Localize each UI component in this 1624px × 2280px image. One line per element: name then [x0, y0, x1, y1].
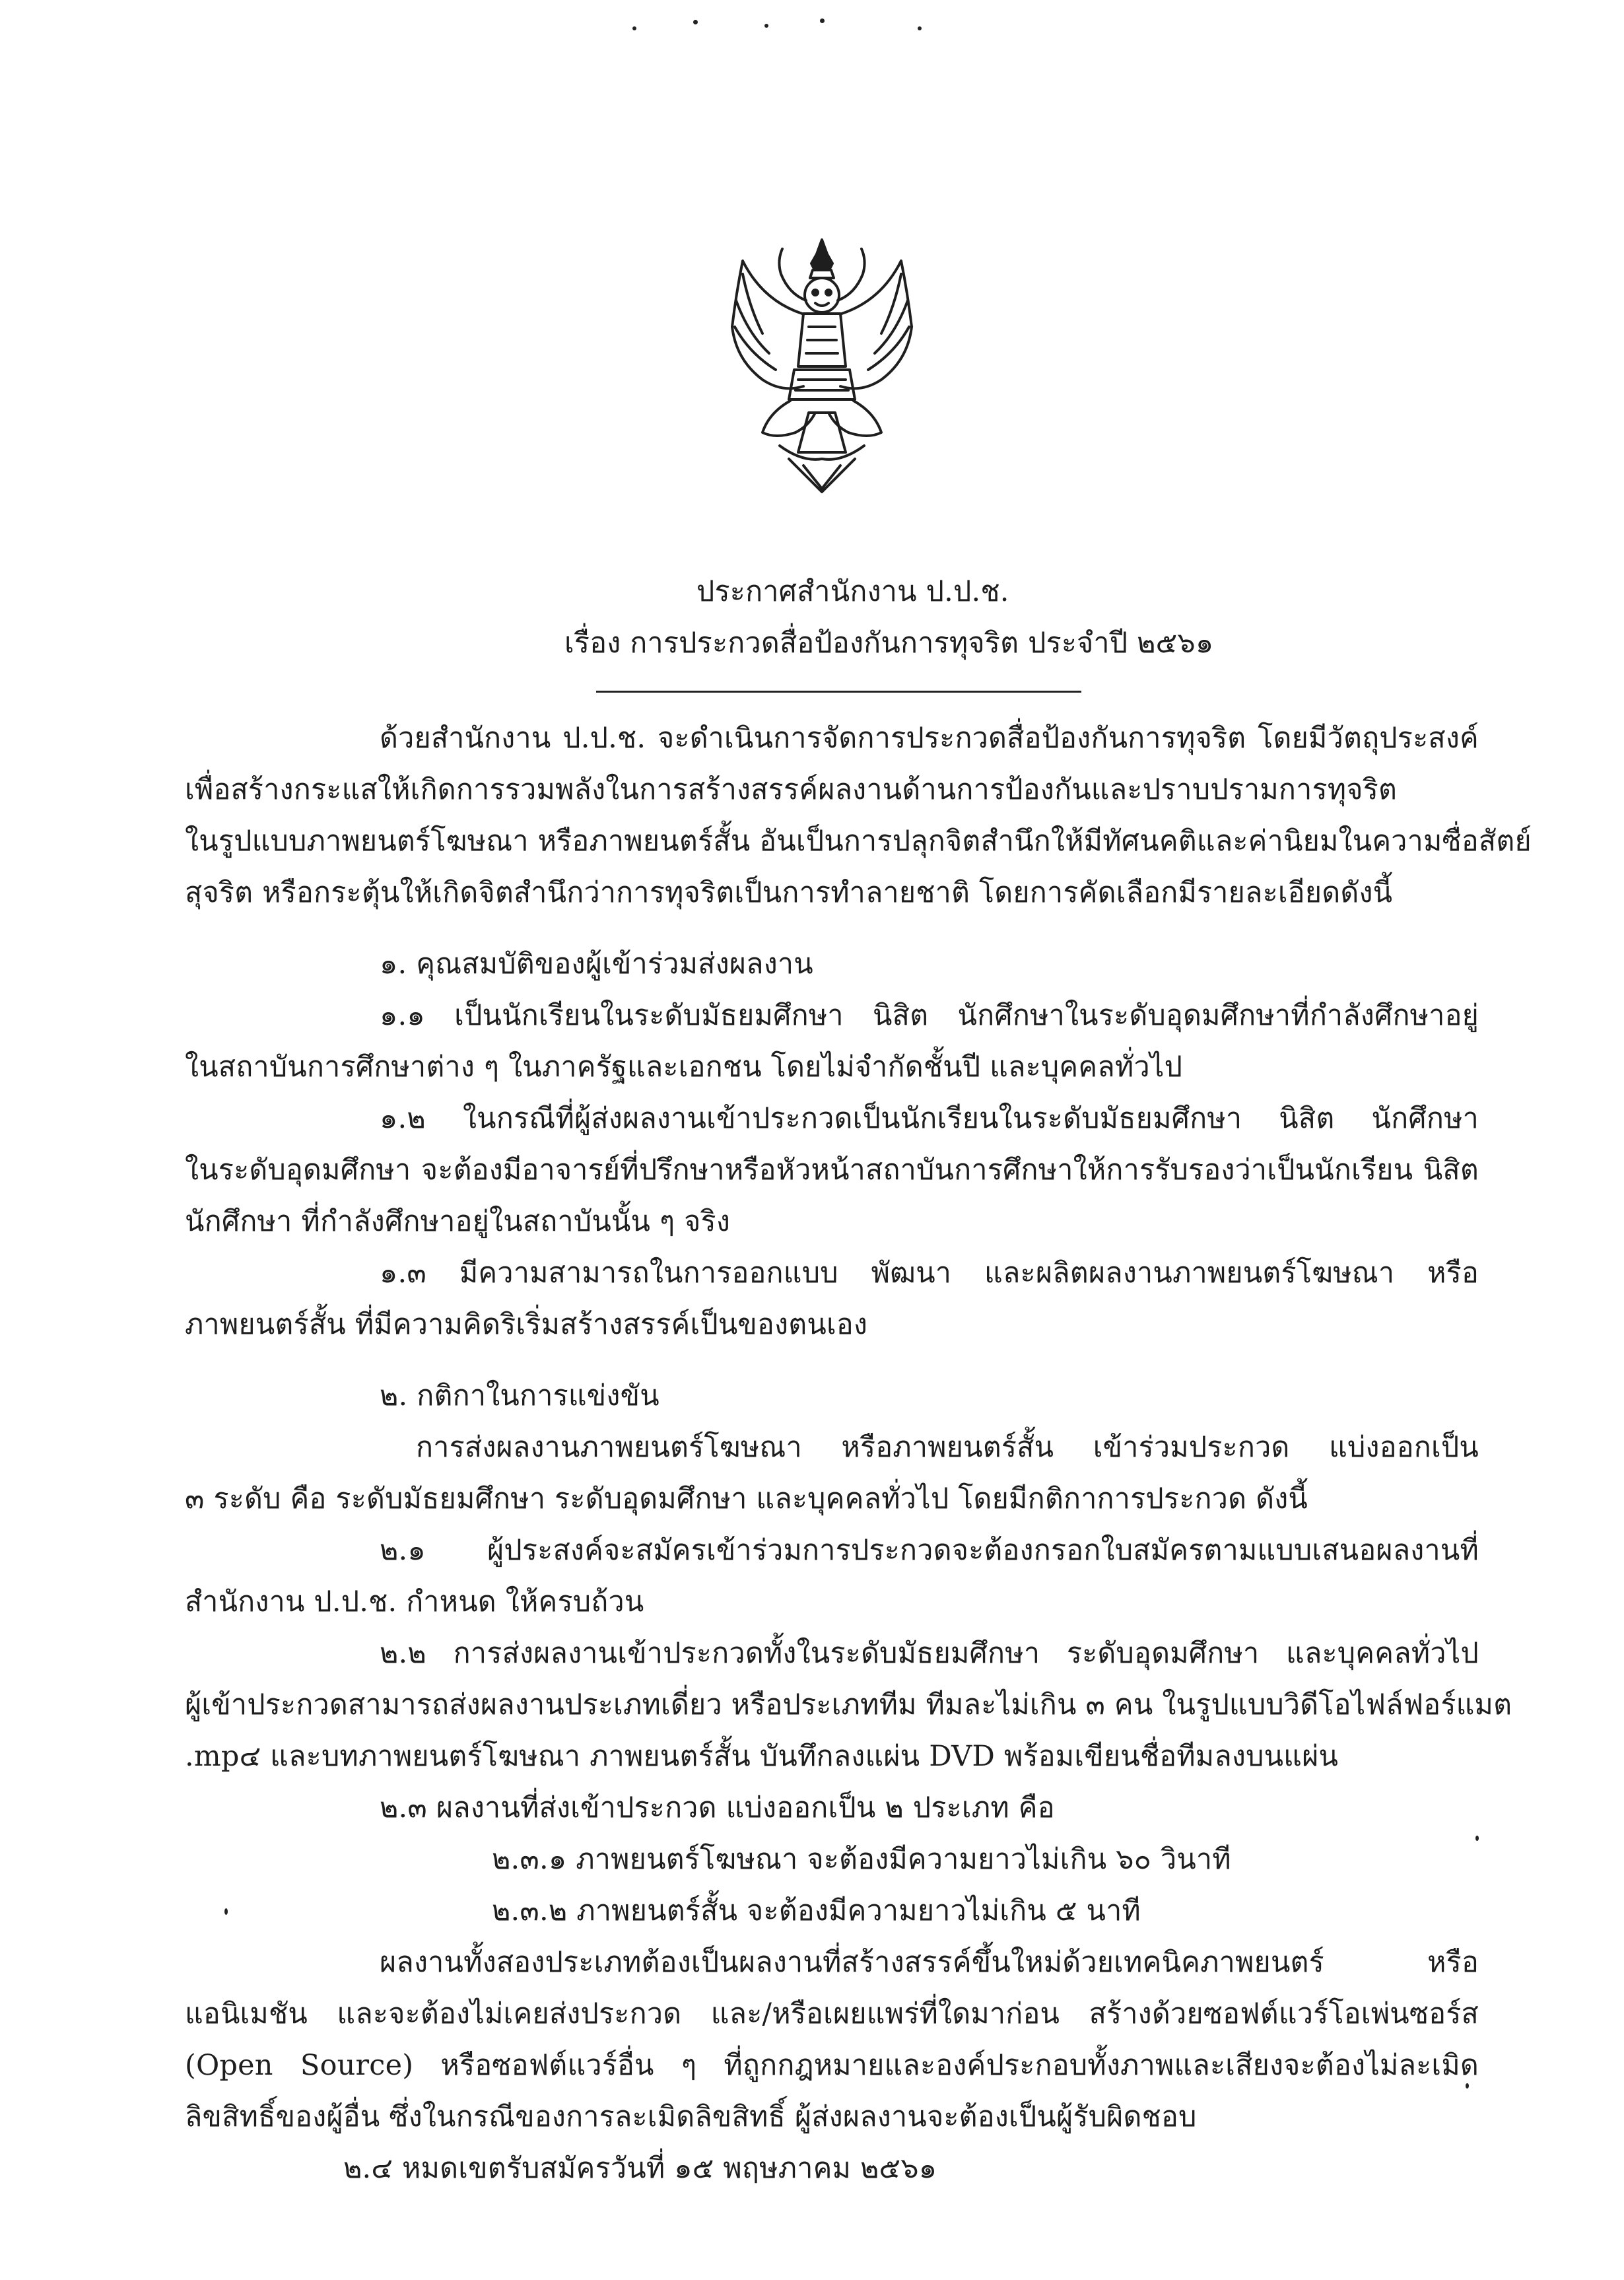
- clause-2-1: ๒.๑ ผู้ประสงค์จะสมัครเข้าร่วมการประกวดจะต้องกรอกใบสมัครตามแบบเสนอผลงานที่: [380, 1534, 1479, 1567]
- announcement-title: ประกาศสำนักงาน ป.ป.ช.: [696, 575, 1009, 608]
- clause-1-2: ๑.๒ ในกรณีที่ผู้ส่งผลงานเข้าประกวดเป็นนักเรียนในระดับมัธยมศึกษา นิสิต นักศึกษา: [380, 1102, 1479, 1135]
- scan-speck: [764, 24, 768, 28]
- clause-1-2-cont: นักศึกษา ที่กำลังศึกษาอยู่ในสถาบันนั้น ๆ จริง: [185, 1205, 731, 1238]
- works-note-cont: ลิขสิทธิ์ของผู้อื่น ซึ่งในกรณีของการละเมิดลิขสิทธิ์ ผู้ส่งผลงานจะต้องเป็นผู้รับผิดชอบ: [185, 2100, 1197, 2133]
- clause-1-2-cont: ในระดับอุดมศึกษา จะต้องมีอาจารย์ที่ปรึกษาหรือหัวหน้าสถาบันการศึกษาให้การรับรองว่าเป็นนักเรียน นิสิต: [185, 1154, 1479, 1187]
- scan-speck: [918, 26, 922, 30]
- intro-line: ด้วยสำนักงาน ป.ป.ช. จะดำเนินการจัดการประกวดสื่อป้องกันการทุจริต โดยมีวัตถุประสงค์: [380, 722, 1479, 755]
- clause-1-1-cont: ในสถาบันการศึกษาต่าง ๆ ในภาครัฐและเอกชน โดยไม่จำกัดชั้นปี และบุคคลทั่วไป: [185, 1051, 1183, 1084]
- clause-2-2-cont: ผู้เข้าประกวดสามารถส่งผลงานประเภทเดี่ยว หรือประเภททีม ทีมละไม่เกิน ๓ คน ในรูปแบบวิดีโอไฟล์ฟอร์แมต: [185, 1688, 1512, 1721]
- section-heading: ๑. คุณสมบัติของผู้เข้าร่วมส่งผลงาน: [380, 948, 813, 981]
- title-underline: [596, 691, 1081, 693]
- clause-2-3: ๒.๓ ผลงานที่ส่งเข้าประกวด แบ่งออกเป็น ๒ ประเภท คือ: [380, 1791, 1055, 1824]
- works-note-cont: แอนิเมชัน และจะต้องไม่เคยส่งประกวด และ/หรือเผยแพร่ที่ใดมาก่อน สร้างด้วยซอฟต์แวร์โอเพ่นซอร์ส: [185, 1997, 1479, 2030]
- scan-speck: [1475, 1836, 1479, 1841]
- scan-speck: [224, 1908, 228, 1915]
- works-note: ผลงานทั้งสองประเภทต้องเป็นผลงานที่สร้างสรรค์ขึ้นใหม่ด้วยเทคนิคภาพยนตร์ หรือ: [380, 1946, 1479, 1979]
- section-heading: ๒. กติกาในการแข่งขัน: [380, 1379, 660, 1412]
- intro-line: ในรูปแบบภาพยนตร์โฆษณา หรือภาพยนตร์สั้น อันเป็นการปลุกจิตสำนึกให้มีทัศนคติและค่านิยมในความซื่อสัตย์: [185, 825, 1532, 858]
- scan-speck: [1466, 2083, 1469, 2089]
- intro-line: เพื่อสร้างกระแสให้เกิดการรวมพลังในการสร้างสรรค์ผลงานด้านการป้องกันและปราบปรามการทุจริต: [185, 773, 1398, 806]
- clause-2-2: ๒.๒ การส่งผลงานเข้าประกวดทั้งในระดับมัธยมศึกษา ระดับอุดมศึกษา และบุคคลทั่วไป: [380, 1637, 1479, 1670]
- clause-1-3: ๑.๓ มีความสามารถในการออกแบบ พัฒนา และผลิตผลงานภาพยนตร์โฆษณา หรือ: [380, 1257, 1479, 1290]
- clause-2-1-cont: สำนักงาน ป.ป.ช. กำหนด ให้ครบถ้วน: [185, 1585, 644, 1618]
- clause-2-3-2: ๒.๓.๒ ภาพยนตร์สั้น จะต้องมีความยาวไม่เกิน ๕ นาที: [492, 1894, 1141, 1927]
- clause-2-3-1: ๒.๓.๑ ภาพยนตร์โฆษณา จะต้องมีความยาวไม่เกิน ๖๐ วินาที: [492, 1843, 1231, 1876]
- clause-1-3-cont: ภาพยนตร์สั้น ที่มีความคิดริเริ่มสร้างสรรค์เป็นของตนเอง: [185, 1308, 868, 1341]
- rules-intro: การส่งผลงานภาพยนตร์โฆษณา หรือภาพยนตร์สั้น เข้าร่วมประกวด แบ่งออกเป็น: [416, 1431, 1479, 1464]
- garuda-emblem-icon: [716, 234, 928, 499]
- rules-intro-cont: ๓ ระดับ คือ ระดับมัธยมศึกษา ระดับอุดมศึกษา และบุคคลทั่วไป โดยมีกติกาการประกวด ดังนี้: [185, 1482, 1308, 1515]
- intro-line: สุจริต หรือกระตุ้นให้เกิดจิตสำนึกว่าการทุจริตเป็นการทำลายชาติ โดยการคัดเลือกมีรายละเอียดดังนี้: [185, 876, 1393, 909]
- clause-2-2-cont: .mp๔ และบทภาพยนตร์โฆษณา ภาพยนตร์สั้น บันทึกลงแผ่น DVD พร้อมเขียนชื่อทีมลงบนแผ่น: [185, 1740, 1339, 1773]
- clause-1-1: ๑.๑ เป็นนักเรียนในระดับมัธยมศึกษา นิสิต นักศึกษาในระดับอุดมศึกษาที่กำลังศึกษาอยู่: [380, 999, 1479, 1032]
- scan-speck: [693, 20, 698, 24]
- scan-speck: [632, 26, 636, 30]
- scan-speck: [820, 18, 825, 23]
- clause-2-4: ๒.๔ หมดเขตรับสมัครวันที่ ๑๕ พฤษภาคม ๒๕๖๑: [343, 2152, 937, 2185]
- works-note-cont: (Open Source) หรือซอฟต์แวร์อื่น ๆ ที่ถูกกฎหมายและองค์ประกอบทั้งภาพและเสียงจะต้องไม่ละเมิด: [185, 2049, 1479, 2082]
- announcement-subject: เรื่อง การประกวดสื่อป้องกันการทุจริต ประจำปี ๒๕๖๑: [564, 627, 1214, 660]
